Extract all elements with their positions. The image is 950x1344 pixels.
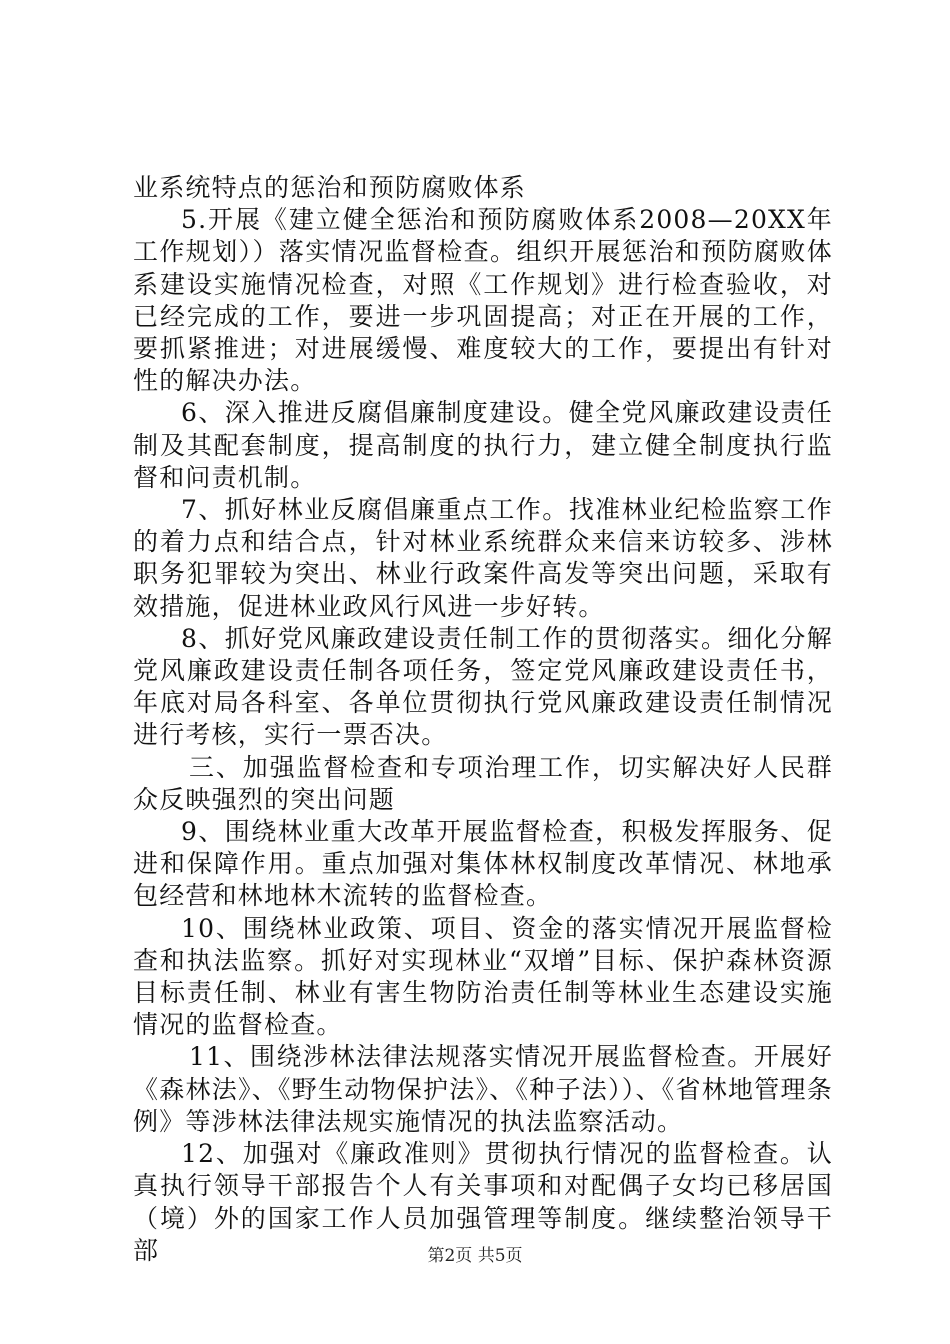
page-footer: 第2页 共5页 [427,1246,523,1266]
paragraph-item-10: 10、围绕林业政策、项目、资金的落实情况开展监督检查和执法监察。抓好对实现林业“双增”目标、保护森林资源目标责任制、林业有害生物防治责任制等林业生态建设实施情况的监督检查。 [133,913,833,1040]
paragraph-item-7: 7、抓好林业反腐倡廉重点工作。找准林业纪检监察工作的着力点和结合点，针对林业系统群众来信来访较多、涉林职务犯罪较为突出、林业行政案件高发等突出问题，采取有效措施，促进林业政风行风进一步好转。 [133,495,833,621]
section-heading-3: 三、加强监督检查和专项治理工作，切实解决好人民群众反映强烈的突出问题 [133,752,833,814]
paragraph-continuation: 业系统特点的惩治和预防腐败体系 [133,173,527,202]
paragraph-item-12: 12、加强对《廉政准则》贯彻执行情况的监督检查。认真执行领导干部报告个人有关事项和对配偶子女均已移居国（境）外的国家工作人员加强管理等制度。继续整治领导干部 [133,1139,833,1265]
paragraph-item-8: 8、抓好党风廉政建设责任制工作的贯彻落实。细化分解党风廉政建设责任制各项任务，签定党风廉政建设责任书，年底对局各科室、各单位贯彻执行党风廉政建设责任制情况进行考核，实行一票否决。 [133,623,833,750]
paragraph-item-5: 5.开展《建立健全惩治和预防腐败体系2008—20XX年工作规划））落实情况监督检查。组织开展惩治和预防腐败体系建设实施情况检查，对照《工作规划》进行检查验收，对已经完成的工作，要进一步巩固提高；对正在开展的工作，要抓紧推进；对进展缓慢、难度较大的工作，要提出有针对性的解决办法。 [133,205,833,396]
paragraph-item-6: 6、深入推进反腐倡廉制度建设。健全党风廉政建设责任制及其配套制度，提高制度的执行力，建立健全制度执行监督和问责机制。 [133,398,833,492]
paragraph-item-11: 11、围绕涉林法律法规落实情况开展监督检查。开展好《森林法》、《野生动物保护法》、《种子法））、《省林地管理条例》等涉林法律法规实施情况的执法监察活动。 [133,1042,833,1136]
paragraph-item-9: 9、围绕林业重大改革开展监督检查，积极发挥服务、促进和保障作用。重点加强对集体林权制度改革情况、林地承包经营和林地林木流转的监督检查。 [133,817,833,911]
document-body [133,172,833,1267]
